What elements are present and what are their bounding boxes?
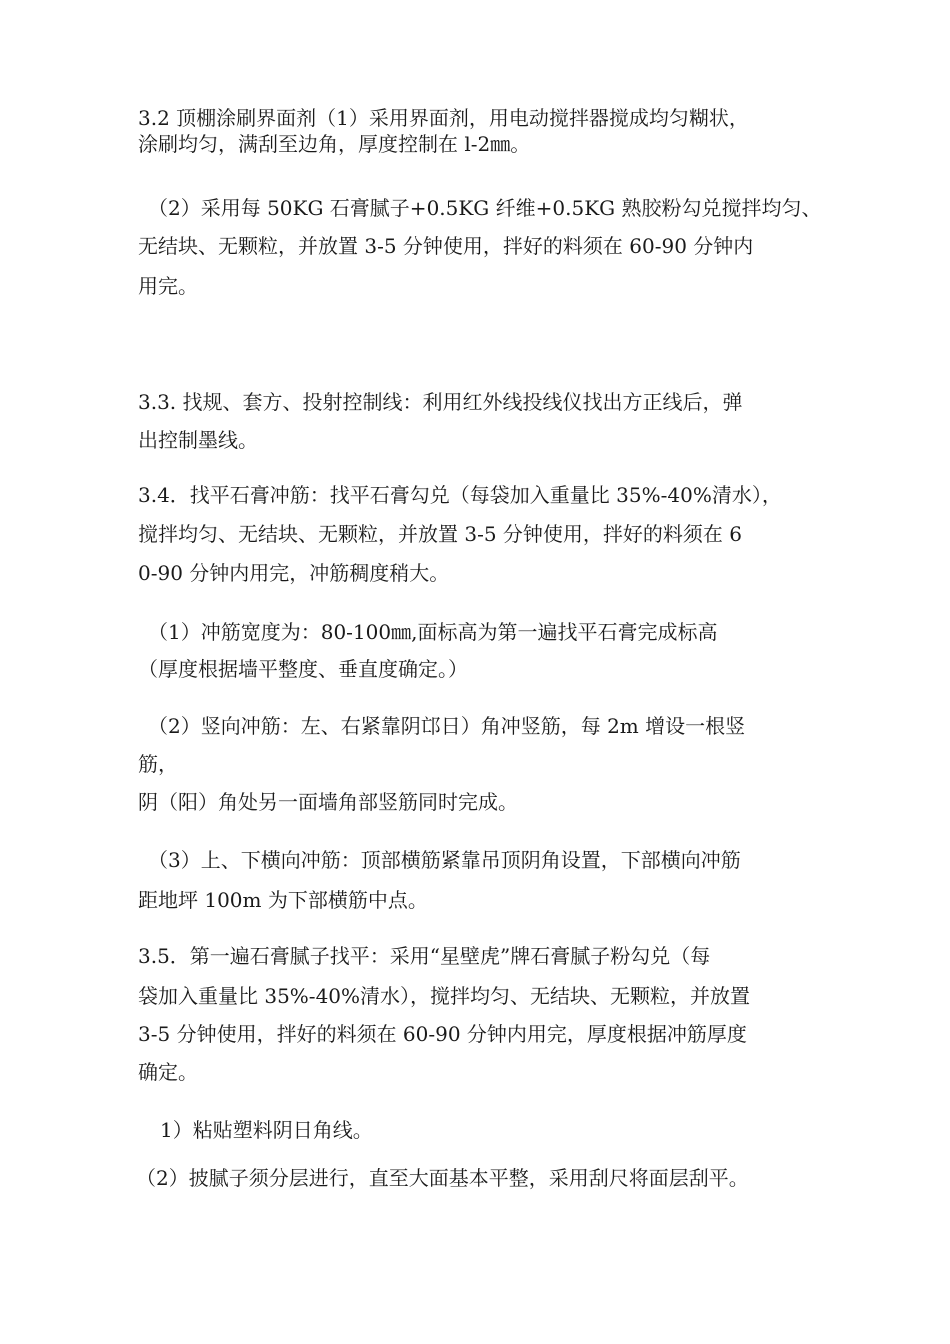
text-line: 1）粘贴塑料阴日角线。 <box>160 1118 373 1142</box>
text-line: 0-90 分钟内用完，冲筋稠度稍大。 <box>138 561 450 585</box>
text-line: 距地坪 100m 为下部横筋中点。 <box>138 888 428 912</box>
text-line: （厚度根据墙平整度、垂直度确定。） <box>138 657 468 681</box>
text-line: （1）冲筋宽度为：80-100㎜,面标高为第一遍找平石膏完成标高 <box>148 620 718 644</box>
text-line: 袋加入重量比 35%-40%清水），搅拌均匀、无结块、无颗粒，并放置 <box>138 984 751 1008</box>
text-line: 3.4．找平石膏冲筋：找平石膏勾兑（每袋加入重量比 35%-40%清水）， <box>138 483 782 507</box>
text-line: 3.5．第一遍石膏腻子找平：采用“星壁虎”牌石膏腻子粉勾兑（每 <box>138 944 711 968</box>
text-line: 3.3. 找规、套方、投射控制线：利用红外线投线仪找出方正线后，弹 <box>138 390 743 414</box>
text-line: 出控制墨线。 <box>138 428 258 452</box>
text-line: 筋， <box>138 752 178 776</box>
text-line: 3-5 分钟使用，拌好的料须在 60-90 分钟内用完，厚度根据冲筋厚度 <box>138 1022 747 1046</box>
text-line: 用完。 <box>138 274 198 298</box>
text-line: 无结块、无颗粒，并放置 3-5 分钟使用，拌好的料须在 60-90 分钟内 <box>138 234 754 258</box>
text-line: （3）上、下横向冲筋：顶部横筋紧靠吊顶阴角设置，下部横向冲筋 <box>148 848 741 872</box>
text-line: 阴（阳）角处另一面墙角部竖筋同时完成。 <box>138 790 518 814</box>
text-line: （2）竖向冲筋：左、右紧靠阴邙日）角冲竖筋，每 2m 增设一根竖 <box>148 714 746 738</box>
text-line: 3.2 顶棚涂刷界面剂（1）采用界面剂，用电动搅拌器搅成均匀糊状， <box>138 106 749 130</box>
text-line: （2）采用每 50KG 石膏腻子+0.5KG 纤维+0.5KG 熟胶粉勾兑搅拌均匀、 <box>148 196 822 220</box>
text-line: 涂刷均匀，满刮至边角，厚度控制在 l-2㎜。 <box>138 132 531 156</box>
text-line: （2）披腻子须分层进行，直至大面基本平整，采用刮尺将面层刮平。 <box>136 1166 749 1190</box>
text-line: 搅拌均匀、无结块、无颗粒，并放置 3-5 分钟使用，拌好的料须在 6 <box>138 522 743 546</box>
text-line: 确定。 <box>138 1060 198 1084</box>
